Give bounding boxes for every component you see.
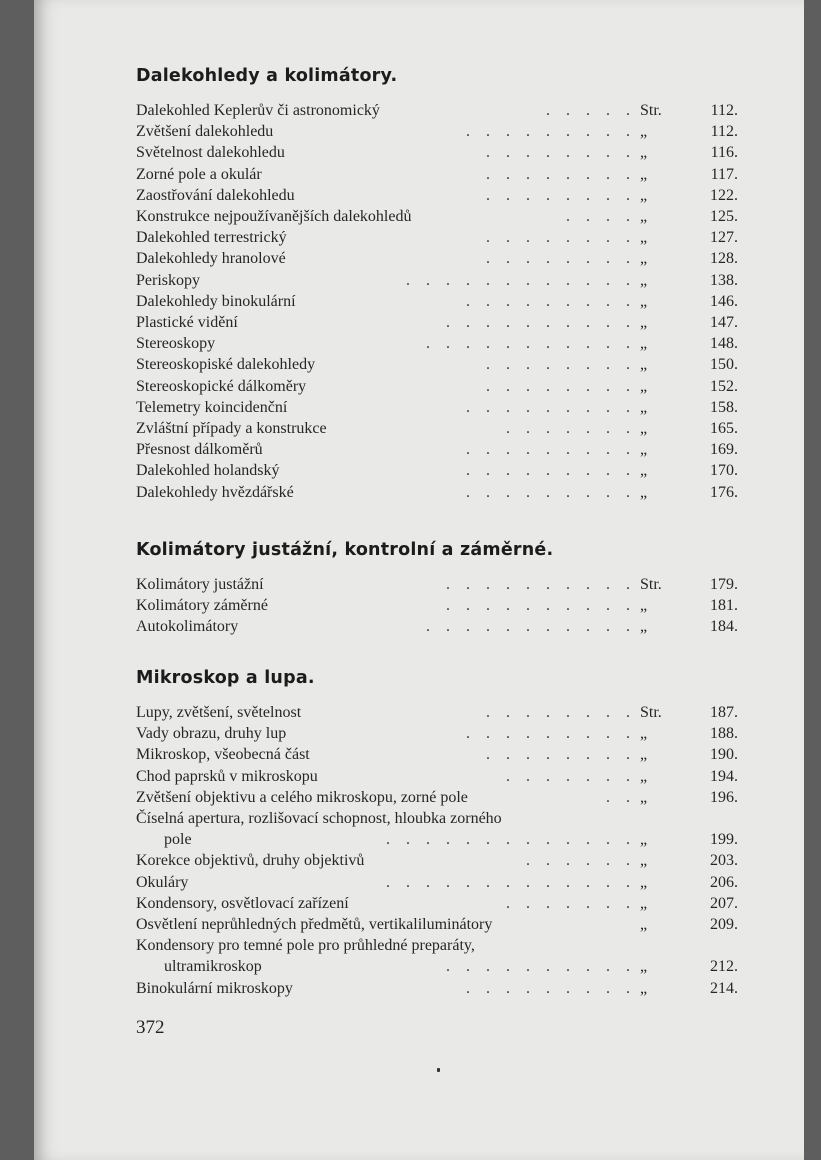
toc-entry-title: Kondensory, osvětlovací zařízení — [136, 894, 349, 912]
toc-entry-page: 128. — [710, 250, 738, 268]
leader-dots: . . . . . . . . . . . — [426, 618, 636, 636]
leader-dots: . . . . . . . . . — [466, 292, 636, 310]
toc-entry-page: 212. — [710, 958, 738, 976]
toc-entry — [136, 142, 738, 163]
leader-dots: . . . . . . . . — [486, 144, 636, 162]
ink-speck — [437, 1068, 440, 1072]
toc-entry-title: Zvětšení objektivu a celého mikroskopu, zorné pole — [136, 788, 468, 806]
page-prefix: „ — [640, 356, 648, 374]
toc-entry-page: 184. — [710, 618, 738, 636]
toc-entry — [136, 766, 738, 787]
leader-dots: . . . . . . . . — [486, 746, 636, 764]
leader-dots: . . . . . . . . — [486, 377, 636, 395]
toc-entry-page: 187. — [710, 704, 738, 721]
toc-entry-title: Stereoskopiské dalekohledy — [136, 356, 316, 374]
toc-entry-page: 112. — [710, 102, 738, 119]
page-prefix: „ — [640, 292, 648, 310]
toc-entry — [136, 164, 738, 185]
leader-dots: . . . . . . . . — [486, 356, 636, 374]
toc-entry-page: 117. — [710, 165, 738, 183]
toc-entry — [136, 460, 738, 481]
leader-dots: . . . . . . . — [506, 767, 636, 785]
page-prefix: „ — [640, 916, 648, 933]
page-prefix: „ — [640, 186, 648, 204]
leader-dots: . . . . . . — [526, 852, 636, 870]
toc-entry — [136, 354, 738, 375]
toc-entry-page: 194. — [710, 767, 738, 785]
toc-entry — [136, 291, 738, 312]
page-prefix: „ — [640, 398, 648, 416]
toc-entry-title: Stereoskopy — [136, 335, 216, 353]
toc-entry-title: Zorné pole a okulár — [136, 165, 262, 183]
toc-entry-page: 152. — [710, 377, 738, 395]
toc-entry — [136, 702, 738, 723]
leader-dots: . . . . — [566, 208, 636, 225]
toc-entry-page: 203. — [710, 852, 738, 870]
section-title: Mikroskop a lupa. — [136, 668, 315, 688]
leader-dots: . . . . . . . . . — [466, 725, 636, 743]
page-prefix: „ — [640, 441, 648, 459]
toc-entry-title: Kondensory pro temné pole pro průhledné preparáty, — [136, 937, 475, 955]
toc-entry-title: Stereoskopické dálkoměry — [136, 377, 307, 395]
toc-entry-page: 112. — [710, 123, 738, 141]
toc-entry-title: Plastické vidění — [136, 314, 238, 331]
toc-entry-page: 199. — [710, 831, 738, 849]
toc-entry-title: Kolimátory záměrné — [136, 597, 268, 615]
toc-entry — [136, 956, 738, 977]
toc-entry-page: 150. — [710, 356, 738, 374]
leader-dots: . . . . . . . . — [486, 250, 636, 268]
toc-entry-page: 206. — [710, 873, 738, 891]
page-prefix: „ — [640, 462, 648, 480]
toc-entry-page: 146. — [710, 292, 738, 310]
toc-entry — [136, 248, 738, 269]
leader-dots: . . . . . . . . — [486, 165, 636, 183]
toc-entry-title: Binokulární mikroskopy — [136, 979, 293, 997]
leader-dots: . . . . . . . — [506, 894, 636, 912]
toc-entry-page: 179. — [710, 576, 738, 593]
page-prefix: Str. — [640, 576, 662, 593]
leader-dots: . . . . . — [546, 102, 636, 119]
toc-entry-page: 214. — [710, 979, 738, 997]
toc-entry — [136, 872, 738, 893]
toc-entry-title: Dalekohled Keplerův či astronomický — [136, 102, 380, 119]
leader-dots: . . . . . . . . . . — [446, 314, 636, 331]
leader-dots: . . . . . . . . — [486, 186, 636, 204]
toc-entry-title: Přesnost dálkoměrů — [136, 441, 263, 459]
toc-entry — [136, 595, 738, 616]
toc-entry-title: Vady obrazu, druhy lup — [136, 725, 287, 743]
page-prefix: „ — [640, 208, 648, 225]
page-prefix: „ — [640, 250, 648, 268]
page-number: 372 — [136, 1017, 165, 1038]
toc-entry — [136, 893, 738, 914]
page-prefix: „ — [640, 420, 648, 437]
leader-dots: . . . . . . . — [506, 420, 636, 437]
toc-entry-page: 127. — [710, 229, 738, 247]
leader-dots: . . . . . . . . . — [466, 979, 636, 997]
toc-entry — [136, 439, 738, 460]
toc-entry-page: 147. — [710, 314, 738, 331]
page-prefix: „ — [640, 894, 648, 912]
toc-entry-title: Zaostřování dalekohledu — [136, 186, 295, 204]
leader-dots: . . . . . . . . . . . . . — [386, 873, 636, 891]
page-prefix: „ — [640, 123, 648, 141]
toc-entry — [136, 227, 738, 248]
page-prefix: „ — [640, 979, 648, 997]
leader-dots: . . . . . . . . . — [466, 398, 636, 416]
toc-entry — [136, 850, 738, 871]
leader-dots: . . . . . . . . . . — [446, 958, 636, 976]
toc-entry-page: 158. — [710, 398, 738, 416]
toc-entry-title: Lupy, zvětšení, světelnost — [136, 704, 302, 721]
page-prefix: „ — [640, 377, 648, 395]
toc-entry-page: 169. — [710, 441, 738, 459]
page-prefix: „ — [640, 767, 648, 785]
leader-dots: . . . . . . . . . . — [446, 576, 636, 593]
page-prefix: „ — [640, 873, 648, 891]
toc-entry-title: ultramikroskop — [164, 958, 262, 976]
toc-entry-page: 138. — [710, 271, 738, 289]
leader-dots: . . . . . . . . . — [466, 123, 636, 141]
page-prefix: „ — [640, 725, 648, 743]
leader-dots: . . . . . . . . — [486, 229, 636, 247]
toc-entry — [136, 333, 738, 354]
toc-entry — [136, 376, 738, 397]
page-prefix: „ — [640, 958, 648, 976]
page-prefix: „ — [640, 597, 648, 615]
toc-entry-page: 190. — [710, 746, 738, 764]
toc-entry — [136, 935, 738, 956]
page-prefix: Str. — [640, 704, 662, 721]
toc-entry — [136, 978, 738, 999]
page-prefix: „ — [640, 229, 648, 247]
toc-entry-title: Číselná apertura, rozlišovací schopnost, hloubka zorného — [136, 810, 502, 827]
leader-dots: . . . . . . . . . — [466, 483, 636, 501]
page-prefix: „ — [640, 144, 648, 162]
toc-entry — [136, 397, 738, 418]
page-prefix: „ — [640, 483, 648, 501]
toc-entry-title: Kolimátory justážní — [136, 576, 264, 593]
toc-entry — [136, 100, 738, 121]
page-prefix: „ — [640, 335, 648, 353]
toc-entry-title: Dalekohled terrestrický — [136, 229, 287, 247]
toc-entry-page: 188. — [710, 725, 738, 743]
toc-entry — [136, 574, 738, 595]
toc-entry-title: Periskopy — [136, 271, 200, 289]
toc-entry — [136, 418, 738, 439]
leader-dots: . . . . . . . . . — [466, 441, 636, 459]
leader-dots: . . . . . . . . . . . . — [406, 271, 636, 289]
toc-entry-page: 207. — [710, 894, 738, 912]
toc-entry — [136, 616, 738, 637]
page-prefix: „ — [640, 831, 648, 849]
toc-entry-title: Světelnost dalekohledu — [136, 144, 285, 162]
toc-entry-page: 196. — [710, 788, 738, 806]
toc-entry-title: Korekce objektivů, druhy objektivů — [136, 852, 365, 870]
leader-dots: . . . . . . . . . . . — [426, 335, 636, 353]
page-prefix: „ — [640, 788, 648, 806]
toc-entry-page: 125. — [710, 208, 738, 225]
page-prefix: „ — [640, 852, 648, 870]
toc-entry — [136, 121, 738, 142]
page-prefix: „ — [640, 271, 648, 289]
toc-entry-title: Autokolimátory — [136, 618, 239, 636]
leader-dots: . . . . . . . . . . . . . — [386, 831, 636, 849]
toc-entry-title: Dalekohledy hvězdářské — [136, 483, 294, 501]
toc-entry-page: 122. — [710, 186, 738, 204]
leader-dots: . . — [606, 788, 636, 806]
toc-entry — [136, 185, 738, 206]
toc-entry-title: Zvláštní případy a konstrukce — [136, 420, 327, 437]
toc-entry-title: Zvětšení dalekohledu — [136, 123, 274, 141]
toc-entry-page: 165. — [710, 420, 738, 437]
toc-entry-page: 181. — [710, 597, 738, 615]
page-prefix: „ — [640, 746, 648, 764]
section-title: Kolimátory justážní, kontrolní a záměrné. — [136, 540, 554, 560]
toc-entry — [136, 787, 738, 808]
toc-entry — [136, 723, 738, 744]
leader-dots: . . . . . . . . . . — [446, 597, 636, 615]
toc-entry-title: Telemetry koincidenční — [136, 398, 288, 416]
toc-entry-page: 148. — [710, 335, 738, 353]
toc-entry — [136, 808, 738, 829]
leader-dots: . . . . . . . . . — [466, 462, 636, 480]
toc-entry — [136, 829, 738, 850]
toc-entry-title: Dalekohledy hranolové — [136, 250, 286, 268]
toc-entry-title: Konstrukce nejpoužívanějších dalekohledů — [136, 208, 412, 225]
toc-entry-title: Chod paprsků v mikroskopu — [136, 767, 318, 785]
toc-entry-page: 176. — [710, 483, 738, 501]
toc-entry — [136, 482, 738, 503]
toc-entry — [136, 914, 738, 935]
toc-entry-page: 170. — [710, 462, 738, 480]
page-prefix: „ — [640, 165, 648, 183]
toc-entry-title: Osvětlení neprůhledných předmětů, vertikaliluminátory — [136, 916, 493, 933]
section-title: Dalekohledy a kolimátory. — [136, 66, 398, 86]
toc-entry-page: 209. — [710, 916, 738, 933]
toc-entry — [136, 206, 738, 227]
toc-entry-title: Okuláry — [136, 873, 189, 891]
toc-entry-page: 116. — [710, 144, 738, 162]
leader-dots: . . . . . . . . — [486, 704, 636, 721]
toc-entry-title: pole — [164, 831, 192, 849]
page-prefix: „ — [640, 618, 648, 636]
toc-entry — [136, 270, 738, 291]
toc-entry-title: Mikroskop, všeobecná část — [136, 746, 310, 764]
toc-entry-title: Dalekohled holandský — [136, 462, 280, 480]
toc-entry — [136, 312, 738, 333]
toc-entry — [136, 744, 738, 765]
page-prefix: „ — [640, 314, 648, 331]
toc-entry-title: Dalekohledy binokulární — [136, 292, 296, 310]
page-prefix: Str. — [640, 102, 662, 119]
